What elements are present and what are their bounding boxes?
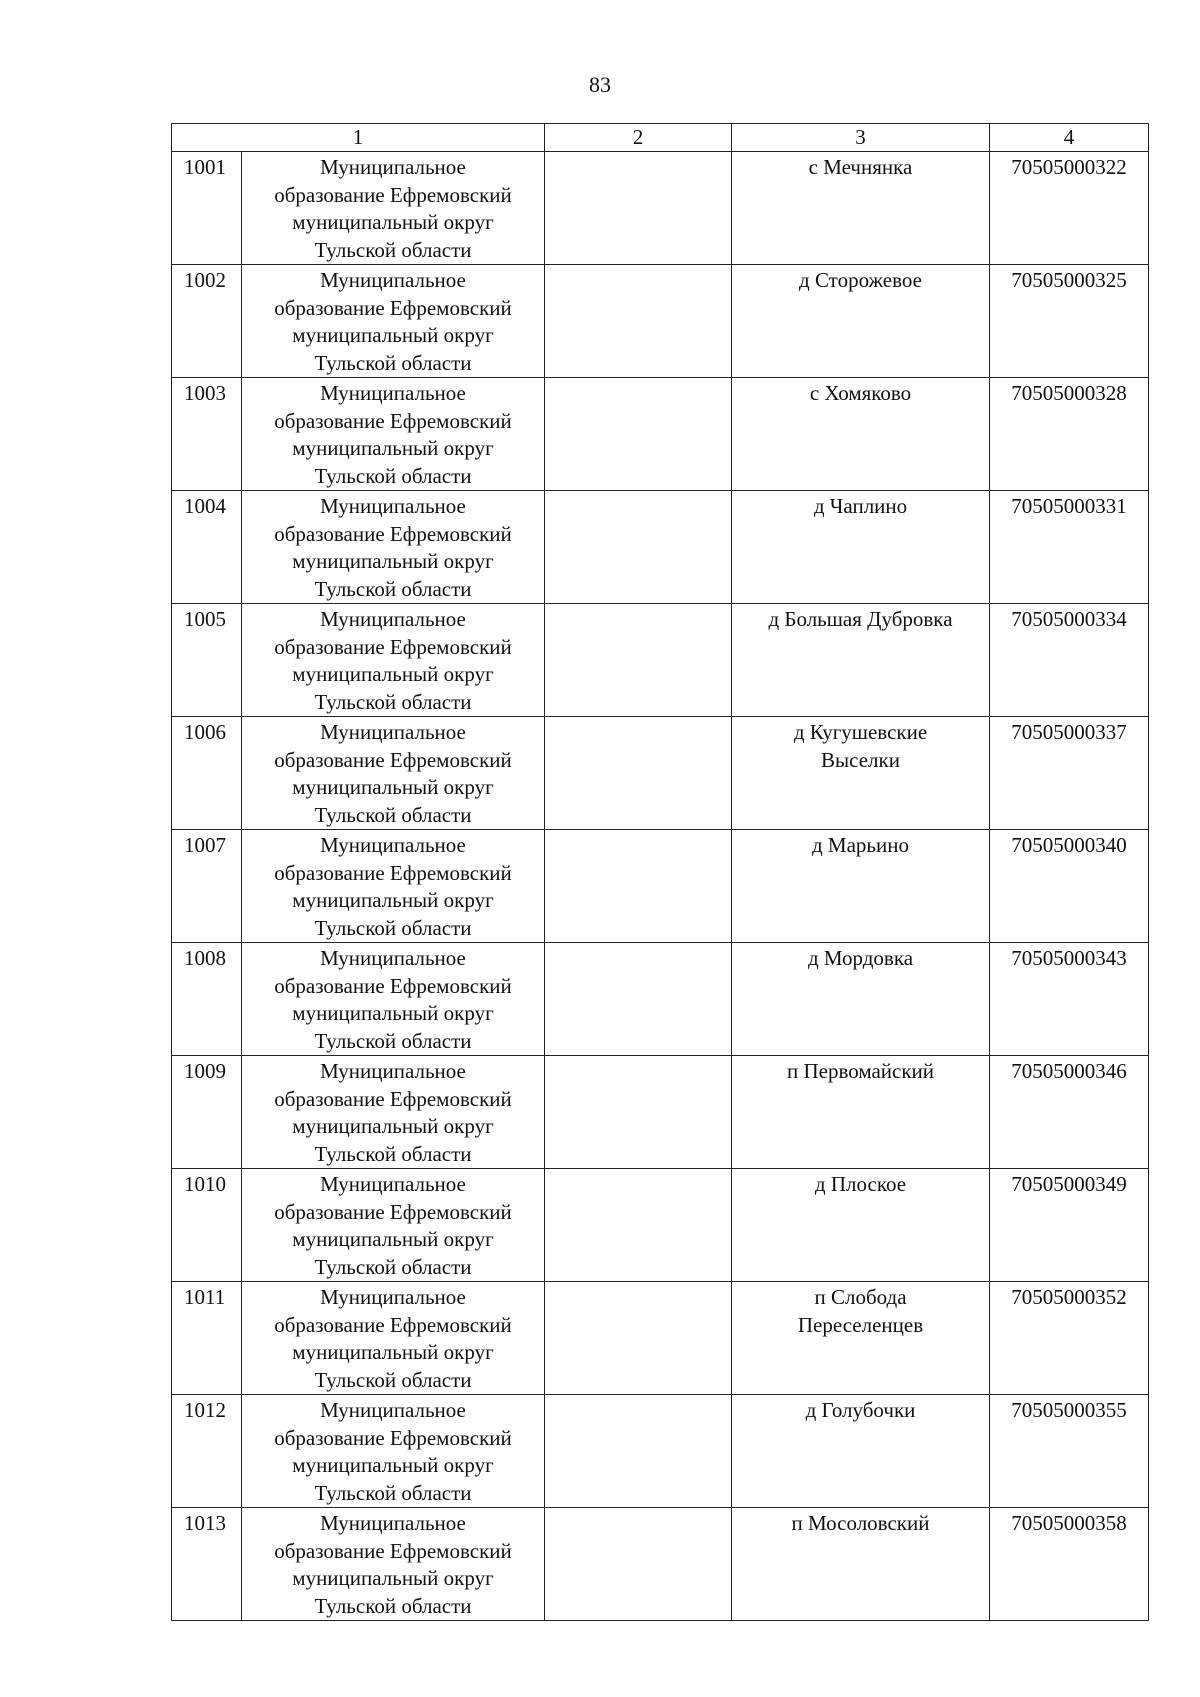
oktmo-code: 70505000349	[990, 1169, 1149, 1282]
column-2-cell	[545, 830, 732, 943]
municipality-name-line: муниципальный округ	[292, 1453, 494, 1477]
column-2-cell	[545, 265, 732, 378]
row-number: 1002	[172, 265, 242, 378]
municipality-name-line: образование Ефремовский	[274, 408, 512, 433]
oktmo-code: 70505000358	[990, 1508, 1149, 1621]
settlement-name-line: п Первомайский	[786, 1059, 935, 1083]
municipality-name-line: Муниципальное	[320, 946, 466, 970]
municipality-name-line: Муниципальное	[320, 1172, 466, 1196]
row-number: 1006	[172, 717, 242, 830]
municipality-name-line: муниципальный округ	[292, 1227, 494, 1251]
header-col-2: 2	[545, 124, 732, 152]
row-number: 1003	[172, 378, 242, 491]
settlement-name-line: д Мордовка	[807, 946, 914, 970]
oktmo-code: 70505000325	[990, 265, 1149, 378]
row-number: 1013	[172, 1508, 242, 1621]
table-row	[172, 604, 1149, 717]
municipality-name-line: Тульской области	[314, 1254, 472, 1279]
settlement-name-line: д Марьино	[812, 833, 909, 857]
table-row	[172, 1395, 1149, 1508]
municipality-name-line: образование Ефремовский	[274, 295, 512, 320]
municipality-name-line: Муниципальное	[320, 607, 466, 631]
settlement-name-line: Выселки	[821, 747, 900, 772]
settlement-name-line: д Большая Дубровка	[768, 607, 953, 631]
settlement-name	[732, 830, 990, 943]
municipality-name-line: образование Ефремовский	[274, 634, 512, 659]
municipality-name-line: образование Ефремовский	[274, 747, 512, 772]
oktmo-code: 70505000334	[990, 604, 1149, 717]
oktmo-code: 70505000322	[990, 152, 1149, 265]
table-row	[172, 1056, 1149, 1169]
municipality-name-line: Муниципальное	[320, 1511, 466, 1535]
header-col-1: 1	[172, 124, 545, 152]
table-row	[172, 265, 1149, 378]
row-number: 1009	[172, 1056, 242, 1169]
settlement-name	[732, 152, 990, 265]
municipality-name-line: Тульской области	[314, 1028, 472, 1053]
settlement-name-line: п Слобода	[814, 1285, 907, 1309]
municipality-name-line: Муниципальное	[320, 1398, 466, 1422]
municipality-name-line: муниципальный округ	[292, 1001, 494, 1025]
municipality-name-line: Муниципальное	[320, 1285, 466, 1309]
column-2-cell	[545, 1508, 732, 1621]
row-number: 1010	[172, 1169, 242, 1282]
settlement-name-line: д Плоское	[814, 1172, 907, 1196]
municipality-name-line: образование Ефремовский	[274, 182, 512, 207]
row-number: 1011	[172, 1282, 242, 1395]
settlement-name-line: Переселенцев	[797, 1312, 924, 1337]
oktmo-code: 70505000343	[990, 943, 1149, 1056]
row-number: 1012	[172, 1395, 242, 1508]
settlement-name	[732, 1056, 990, 1169]
row-number: 1008	[172, 943, 242, 1056]
header-col-4: 4	[990, 124, 1149, 152]
registry-table	[171, 123, 1149, 1621]
column-2-cell	[545, 717, 732, 830]
municipality-name	[242, 1282, 545, 1395]
settlement-name	[732, 1395, 990, 1508]
municipality-name-line: Тульской области	[314, 1367, 472, 1392]
column-2-cell	[545, 943, 732, 1056]
table-row	[172, 830, 1149, 943]
settlement-name-line: д Чаплино	[813, 494, 908, 518]
municipality-name-line: муниципальный округ	[292, 1340, 494, 1364]
column-2-cell	[545, 378, 732, 491]
municipality-name	[242, 943, 545, 1056]
municipality-name-line: Муниципальное	[320, 720, 466, 744]
municipality-name-line: муниципальный округ	[292, 662, 494, 686]
municipality-name-line: муниципальный округ	[292, 1566, 494, 1590]
table-row	[172, 1508, 1149, 1621]
municipality-name-line: образование Ефремовский	[274, 1199, 512, 1224]
municipality-name-line: муниципальный округ	[292, 323, 494, 347]
municipality-name	[242, 265, 545, 378]
column-2-cell	[545, 152, 732, 265]
row-number: 1005	[172, 604, 242, 717]
municipality-name-line: Тульской области	[314, 576, 472, 601]
municipality-name-line: Тульской области	[314, 237, 472, 262]
municipality-name-line: образование Ефремовский	[274, 521, 512, 546]
column-2-cell	[545, 1282, 732, 1395]
column-2-cell	[545, 1056, 732, 1169]
municipality-name-line: Муниципальное	[320, 381, 466, 405]
page-number: 83	[589, 72, 611, 97]
column-2-cell	[545, 491, 732, 604]
oktmo-code: 70505000355	[990, 1395, 1149, 1508]
municipality-name	[242, 1508, 545, 1621]
municipality-name-line: муниципальный округ	[292, 210, 494, 234]
column-2-cell	[545, 1169, 732, 1282]
municipality-name-line: Тульской области	[314, 350, 472, 375]
settlement-name-line: с Хомяково	[809, 381, 912, 405]
settlement-name-line: с Мечнянка	[808, 155, 913, 179]
settlement-name-line: д Сторожевое	[799, 268, 922, 292]
municipality-name-line: муниципальный округ	[292, 436, 494, 460]
oktmo-code: 70505000337	[990, 717, 1149, 830]
municipality-name	[242, 378, 545, 491]
settlement-name	[732, 1282, 990, 1395]
municipality-name	[242, 1056, 545, 1169]
oktmo-code: 70505000340	[990, 830, 1149, 943]
municipality-name-line: муниципальный округ	[292, 549, 494, 573]
municipality-name-line: образование Ефремовский	[274, 1425, 512, 1450]
settlement-name	[732, 604, 990, 717]
row-number: 1004	[172, 491, 242, 604]
column-2-cell	[545, 604, 732, 717]
municipality-name-line: Муниципальное	[320, 494, 466, 518]
municipality-name	[242, 604, 545, 717]
settlement-name	[732, 491, 990, 604]
municipality-name-line: муниципальный округ	[292, 775, 494, 799]
oktmo-code: 70505000331	[990, 491, 1149, 604]
oktmo-code: 70505000346	[990, 1056, 1149, 1169]
municipality-name	[242, 152, 545, 265]
table-row	[172, 152, 1149, 265]
municipality-name	[242, 491, 545, 604]
row-number: 1007	[172, 830, 242, 943]
municipality-name-line: Муниципальное	[320, 1059, 466, 1083]
municipality-name-line: муниципальный округ	[292, 888, 494, 912]
municipality-name-line: Тульской области	[314, 915, 472, 940]
municipality-name-line: образование Ефремовский	[274, 1086, 512, 1111]
municipality-name-line: Тульской области	[314, 1141, 472, 1166]
municipality-name-line: Тульской области	[314, 1593, 472, 1618]
settlement-name-line: д Голубочки	[805, 1398, 916, 1422]
municipality-name-line: образование Ефремовский	[274, 973, 512, 998]
municipality-name-line: Муниципальное	[320, 268, 466, 292]
oktmo-code: 70505000328	[990, 378, 1149, 491]
municipality-name	[242, 1395, 545, 1508]
municipality-name	[242, 717, 545, 830]
municipality-name-line: Муниципальное	[320, 155, 466, 179]
municipality-name	[242, 1169, 545, 1282]
settlement-name	[732, 1508, 990, 1621]
municipality-name-line: муниципальный округ	[292, 1114, 494, 1138]
table-row	[172, 943, 1149, 1056]
table-row	[172, 717, 1149, 830]
settlement-name	[732, 378, 990, 491]
municipality-name-line: Тульской области	[314, 802, 472, 827]
settlement-name	[732, 1169, 990, 1282]
row-number: 1001	[172, 152, 242, 265]
table-header-row	[172, 124, 1149, 152]
municipality-name-line: Тульской области	[314, 689, 472, 714]
header-col-3: 3	[732, 124, 990, 152]
settlement-name	[732, 265, 990, 378]
table-row	[172, 1169, 1149, 1282]
settlement-name-line: д Кугушевские	[793, 720, 928, 744]
table-row	[172, 1282, 1149, 1395]
municipality-name-line: Тульской области	[314, 1480, 472, 1505]
settlement-name	[732, 717, 990, 830]
table-row	[172, 378, 1149, 491]
municipality-name-line: Тульской области	[314, 463, 472, 488]
municipality-name-line: образование Ефремовский	[274, 860, 512, 885]
settlement-name	[732, 943, 990, 1056]
municipality-name-line: Муниципальное	[320, 833, 466, 857]
municipality-name	[242, 830, 545, 943]
column-2-cell	[545, 1395, 732, 1508]
table-row	[172, 491, 1149, 604]
settlement-name-line: п Мосоловский	[791, 1511, 930, 1535]
municipality-name-line: образование Ефремовский	[274, 1538, 512, 1563]
municipality-name-line: образование Ефремовский	[274, 1312, 512, 1337]
oktmo-code: 70505000352	[990, 1282, 1149, 1395]
